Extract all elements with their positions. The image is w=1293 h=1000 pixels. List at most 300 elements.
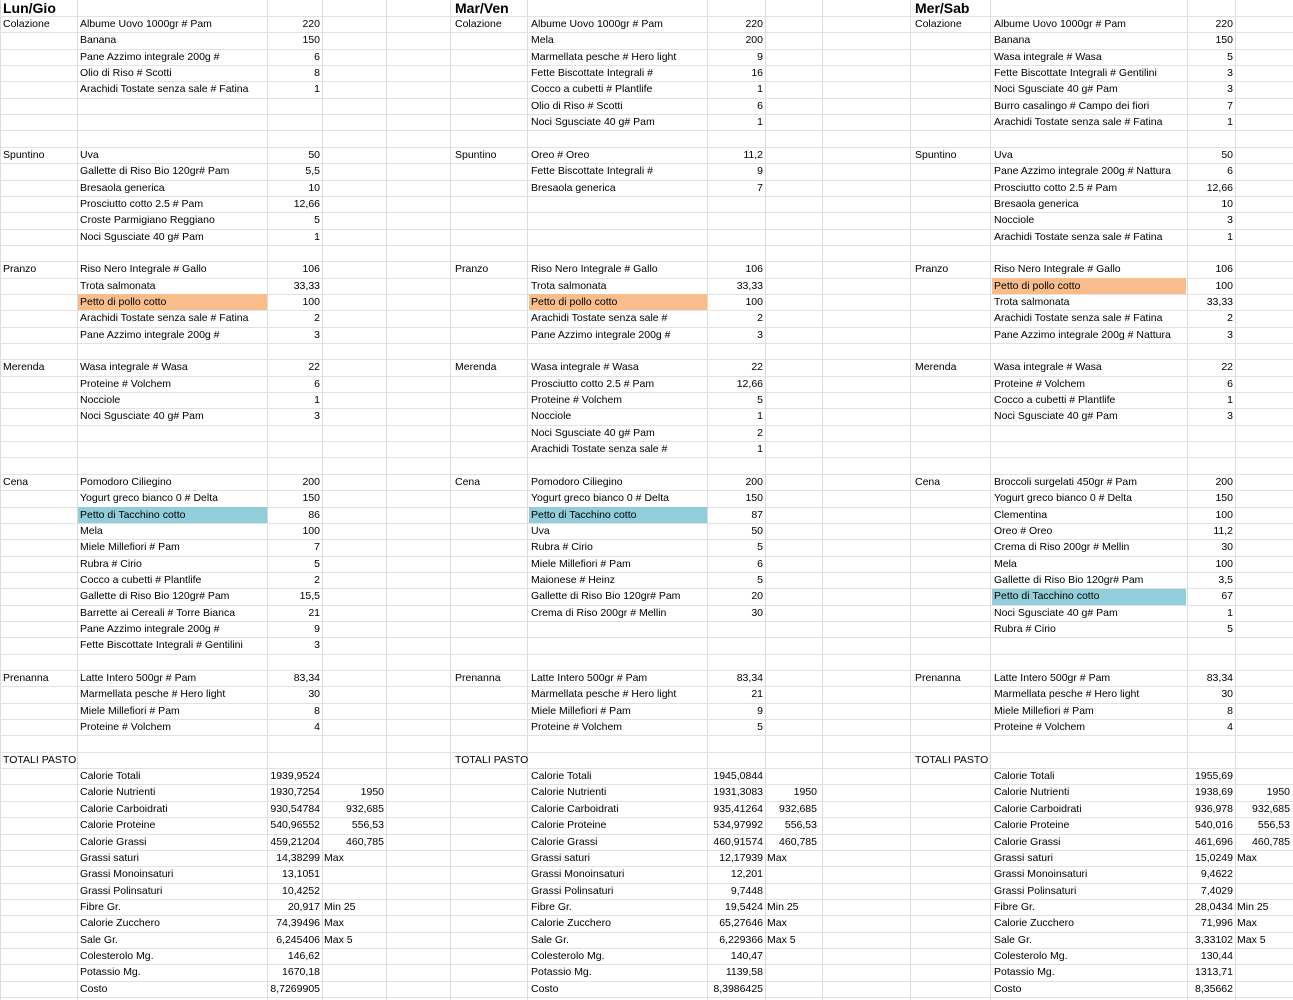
food-item-name: Wasa integrale # Wasa bbox=[994, 50, 1102, 63]
total-metric-label: Fibre Gr. bbox=[994, 900, 1035, 913]
food-item-quantity: 87 bbox=[751, 508, 763, 521]
food-item-name: Noci Sgusciate 40 g# Pam bbox=[80, 230, 204, 243]
total-limit-note: Min 25 bbox=[767, 900, 799, 913]
food-item-quantity: 5 bbox=[757, 721, 763, 734]
food-item-quantity: 7 bbox=[1227, 99, 1233, 112]
food-item-quantity: 5 bbox=[1227, 50, 1233, 63]
food-item-quantity: 220 bbox=[1215, 18, 1233, 30]
food-item-name: Trota salmonata bbox=[80, 279, 156, 292]
total-metric-value: 19,5424 bbox=[725, 900, 763, 913]
total-metric-value: 12,201 bbox=[730, 868, 763, 881]
meal-name: Prenanna bbox=[3, 672, 49, 684]
total-limit-note: Min 25 bbox=[1237, 900, 1269, 913]
food-item-quantity: 83,34 bbox=[736, 672, 763, 684]
total-target-value: 460,785 bbox=[779, 835, 817, 848]
food-item-name: Croste Parmigiano Reggiano bbox=[80, 214, 215, 227]
total-limit-note: Min 25 bbox=[324, 900, 356, 913]
food-item-name: Noci Sgusciate 40 g# Pam bbox=[531, 116, 655, 129]
row-divider bbox=[0, 147, 1293, 148]
food-item-quantity: 3 bbox=[1227, 214, 1233, 227]
food-item-quantity: 3 bbox=[314, 410, 320, 423]
total-metric-label: Calorie Grassi bbox=[531, 835, 598, 848]
food-item-quantity: 106 bbox=[302, 263, 320, 276]
total-metric-value: 12,17939 bbox=[719, 851, 763, 864]
food-item-name: Rubra # Cirio bbox=[80, 557, 142, 570]
total-metric-label: Grassi Monoinsaturi bbox=[994, 868, 1088, 881]
food-item-quantity: 3 bbox=[1227, 410, 1233, 423]
row-divider bbox=[0, 932, 1293, 933]
food-item-name: Arachidi Tostate senza sale # bbox=[531, 443, 668, 456]
total-metric-label: Costo bbox=[531, 982, 559, 995]
food-item-quantity: 5 bbox=[314, 214, 320, 227]
food-item-name: Crema di Riso 200gr # Mellin bbox=[531, 606, 667, 619]
food-item-quantity: 20 bbox=[751, 590, 763, 603]
food-item-name: Marmellata pesche # Hero light bbox=[994, 688, 1140, 701]
food-item-name: Riso Nero Integrale # Gallo bbox=[80, 263, 207, 276]
total-metric-label: Potassio Mg. bbox=[531, 966, 592, 979]
food-item-quantity: 6 bbox=[757, 557, 763, 570]
row-divider bbox=[0, 883, 1293, 884]
food-item-quantity: 6 bbox=[1227, 377, 1233, 390]
meal-name: Merenda bbox=[3, 361, 45, 374]
total-metric-value: 540,016 bbox=[1195, 819, 1233, 832]
total-metric-value: 6,229366 bbox=[719, 933, 763, 946]
food-item-quantity: 50 bbox=[308, 148, 320, 161]
food-item-quantity: 8 bbox=[314, 67, 320, 80]
food-item-name: Gallette di Riso Bio 120gr# Pam bbox=[80, 165, 230, 178]
row-divider bbox=[0, 245, 1293, 246]
food-item-quantity: 86 bbox=[308, 508, 320, 521]
food-item-quantity: 6 bbox=[1227, 165, 1233, 178]
food-item-quantity: 6 bbox=[314, 50, 320, 63]
total-metric-value: 1930,7254 bbox=[270, 786, 320, 799]
row-divider bbox=[0, 915, 1293, 916]
meal-name: Cena bbox=[915, 475, 941, 488]
total-metric-value: 1938,69 bbox=[1195, 786, 1233, 799]
food-item-name: Pane Azzimo integrale 200g # Nattura bbox=[994, 165, 1171, 178]
row-divider bbox=[0, 899, 1293, 900]
total-metric-label: Calorie Zucchero bbox=[531, 917, 611, 930]
total-metric-label: Calorie Grassi bbox=[994, 835, 1061, 848]
food-item-name: Miele Millefiori # Pam bbox=[80, 704, 180, 717]
food-item-quantity: 4 bbox=[1227, 721, 1233, 734]
food-item-quantity: 2 bbox=[314, 312, 320, 325]
total-metric-label: Calorie Zucchero bbox=[80, 917, 160, 930]
row-divider bbox=[0, 457, 1293, 458]
row-divider bbox=[0, 32, 1293, 33]
food-item-name: Proteine # Volchem bbox=[531, 721, 623, 734]
food-item-name: Miele Millefiori # Pam bbox=[531, 557, 631, 570]
food-item-name: Noci Sgusciate 40 g# Pam bbox=[994, 83, 1118, 96]
food-item-name: Clementina bbox=[994, 508, 1048, 521]
food-item-quantity: 10 bbox=[308, 181, 320, 194]
total-metric-value: 461,696 bbox=[1195, 835, 1233, 848]
food-item-name: Pane Azzimo integrale 200g # bbox=[80, 50, 220, 63]
meal-name: Pranzo bbox=[3, 263, 37, 276]
total-metric-value: 8,3986425 bbox=[713, 982, 763, 995]
total-metric-label: Calorie Grassi bbox=[80, 835, 147, 848]
food-item-quantity: 100 bbox=[745, 295, 763, 308]
food-item-quantity: 22 bbox=[308, 361, 320, 374]
row-divider bbox=[0, 981, 1293, 982]
food-item-quantity: 5,5 bbox=[305, 165, 320, 178]
food-item-name: Latte Intero 500gr # Pam bbox=[80, 672, 197, 684]
meal-name: Spuntino bbox=[455, 148, 497, 161]
total-limit-note: Max bbox=[767, 851, 787, 864]
row-divider bbox=[0, 964, 1293, 965]
total-metric-label: Colesterolo Mg. bbox=[531, 949, 605, 962]
meal-name: Colazione bbox=[455, 18, 502, 30]
food-item-name: Bresaola generica bbox=[80, 181, 165, 194]
total-metric-value: 20,917 bbox=[287, 900, 320, 913]
food-item-quantity: 6 bbox=[314, 377, 320, 390]
food-item-name: Mela bbox=[994, 557, 1017, 570]
food-item-name: Gallette di Riso Bio 120gr# Pam bbox=[80, 590, 230, 603]
food-item-name: Fette Biscottate Integrali # Gentilini bbox=[994, 67, 1157, 80]
food-item-name: Pomodoro Ciliegino bbox=[531, 475, 623, 488]
food-item-quantity: 100 bbox=[302, 295, 320, 308]
food-item-name: Proteine # Volchem bbox=[994, 721, 1086, 734]
food-item-quantity: 220 bbox=[745, 18, 763, 30]
total-metric-value: 1670,18 bbox=[282, 966, 320, 979]
total-metric-label: Fibre Gr. bbox=[80, 900, 121, 913]
meal-name: Spuntino bbox=[915, 148, 957, 161]
food-item-quantity: 3 bbox=[314, 639, 320, 652]
food-item-quantity: 30 bbox=[1221, 541, 1233, 554]
total-target-value: 932,685 bbox=[346, 802, 384, 815]
row-divider bbox=[0, 768, 1293, 769]
food-item-quantity: 5 bbox=[757, 573, 763, 586]
food-item-name: Nocciole bbox=[80, 394, 121, 407]
total-metric-value: 1955,69 bbox=[1195, 770, 1233, 783]
food-item-name: Petto di pollo cotto bbox=[531, 295, 618, 308]
meal-name: Pranzo bbox=[915, 263, 949, 276]
food-item-name: Wasa integrale # Wasa bbox=[531, 361, 639, 374]
total-metric-label: Calorie Nutrienti bbox=[531, 786, 607, 799]
total-limit-note: Max 5 bbox=[324, 933, 353, 946]
food-item-name: Oreo # Oreo bbox=[531, 148, 590, 161]
food-item-name: Gallette di Riso Bio 120gr# Pam bbox=[531, 590, 681, 603]
row-divider bbox=[0, 948, 1293, 949]
total-metric-label: Grassi saturi bbox=[80, 851, 139, 864]
food-item-name: Marmellata pesche # Hero light bbox=[531, 688, 677, 701]
food-item-name: Wasa integrale # Wasa bbox=[80, 361, 188, 374]
total-metric-value: 71,996 bbox=[1200, 917, 1233, 930]
meal-name: Pranzo bbox=[455, 263, 489, 276]
food-item-quantity: 7 bbox=[757, 181, 763, 194]
food-item-quantity: 2 bbox=[1227, 312, 1233, 325]
food-item-name: Prosciutto cotto 2.5 # Pam bbox=[994, 181, 1118, 194]
total-metric-label: Grassi Polinsaturi bbox=[994, 884, 1077, 897]
food-item-quantity: 6 bbox=[757, 99, 763, 112]
total-target-value: 556,53 bbox=[784, 819, 817, 832]
total-metric-value: 460,91574 bbox=[713, 835, 763, 848]
totals-label: TOTALI PASTO bbox=[3, 753, 77, 766]
food-item-name: Marmellata pesche # Hero light bbox=[531, 50, 677, 63]
total-metric-value: 3,33102 bbox=[1195, 933, 1233, 946]
food-item-quantity: 3,5 bbox=[1218, 573, 1233, 586]
food-item-name: Arachidi Tostate senza sale # Fatina bbox=[994, 230, 1163, 243]
food-item-name: Rubra # Cirio bbox=[531, 541, 593, 554]
row-divider bbox=[0, 801, 1293, 802]
food-item-quantity: 9 bbox=[314, 622, 320, 635]
food-item-name: Pane Azzimo integrale 200g # Nattura bbox=[994, 328, 1171, 341]
food-item-quantity: 3 bbox=[1227, 328, 1233, 341]
food-item-quantity: 10 bbox=[1221, 197, 1233, 210]
total-limit-note: Max bbox=[767, 917, 787, 930]
total-metric-value: 10,4252 bbox=[282, 884, 320, 897]
total-limit-note: Max bbox=[324, 917, 344, 930]
food-item-quantity: 150 bbox=[1215, 492, 1233, 505]
total-limit-note: Max bbox=[1237, 917, 1257, 930]
total-metric-value: 74,39496 bbox=[276, 917, 320, 930]
total-metric-label: Colesterolo Mg. bbox=[994, 949, 1068, 962]
food-item-name: Yogurt greco bianco 0 # Delta bbox=[994, 492, 1132, 505]
total-metric-label: Calorie Proteine bbox=[531, 819, 607, 832]
food-item-quantity: 30 bbox=[308, 688, 320, 701]
food-item-name: Crema di Riso 200gr # Mellin bbox=[994, 541, 1130, 554]
food-item-name: Petto di Tacchino cotto bbox=[80, 508, 186, 521]
food-item-name: Pane Azzimo integrale 200g # bbox=[80, 622, 220, 635]
food-item-name: Barrette ai Cereali # Torre Bianca bbox=[80, 606, 236, 619]
food-item-name: Uva bbox=[994, 148, 1013, 161]
row-divider bbox=[0, 130, 1293, 131]
row-divider bbox=[0, 556, 1293, 557]
total-metric-value: 14,38299 bbox=[276, 851, 320, 864]
food-item-name: Broccoli surgelati 450gr # Pam bbox=[994, 475, 1137, 488]
food-item-quantity: 30 bbox=[751, 606, 763, 619]
food-item-name: Proteine # Volchem bbox=[80, 721, 172, 734]
row-divider bbox=[0, 735, 1293, 736]
total-metric-value: 8,7269905 bbox=[270, 982, 320, 995]
food-item-name: Banana bbox=[80, 34, 117, 47]
food-item-quantity: 100 bbox=[302, 524, 320, 537]
food-item-name: Petto di pollo cotto bbox=[80, 295, 167, 308]
food-item-quantity: 50 bbox=[1221, 148, 1233, 161]
food-item-quantity: 100 bbox=[1215, 508, 1233, 521]
food-item-name: Bresaola generica bbox=[531, 181, 616, 194]
food-item-name: Prosciutto cotto 2.5 # Pam bbox=[80, 197, 204, 210]
food-item-quantity: 4 bbox=[314, 721, 320, 734]
food-item-name: Uva bbox=[531, 524, 550, 537]
food-item-quantity: 30 bbox=[1221, 688, 1233, 701]
food-item-quantity: 200 bbox=[745, 34, 763, 47]
food-item-quantity: 1 bbox=[1227, 230, 1233, 243]
total-target-value: 1950 bbox=[1266, 786, 1290, 799]
total-metric-label: Grassi Polinsaturi bbox=[531, 884, 614, 897]
meal-name: Colazione bbox=[915, 18, 962, 30]
food-item-quantity: 1 bbox=[314, 394, 320, 407]
food-item-name: Proteine # Volchem bbox=[531, 394, 623, 407]
food-item-quantity: 5 bbox=[757, 541, 763, 554]
food-item-quantity: 50 bbox=[751, 524, 763, 537]
food-item-quantity: 100 bbox=[1215, 557, 1233, 570]
total-metric-label: Sale Gr. bbox=[994, 933, 1032, 946]
totals-label: TOTALI PASTO bbox=[915, 753, 989, 766]
food-item-name: Noci Sgusciate 40 g# Pam bbox=[80, 410, 204, 423]
food-item-name: Burro casalingo # Campo dei fiori bbox=[994, 99, 1150, 112]
total-metric-label: Calorie Carboidrati bbox=[80, 802, 168, 815]
food-item-quantity: 1 bbox=[314, 230, 320, 243]
total-metric-label: Grassi Monoinsaturi bbox=[80, 868, 174, 881]
total-metric-value: 7,4029 bbox=[1200, 884, 1233, 897]
food-item-name: Noci Sgusciate 40 g# Pam bbox=[994, 606, 1118, 619]
total-metric-value: 28,0434 bbox=[1195, 900, 1233, 913]
total-metric-value: 1313,71 bbox=[1195, 966, 1233, 979]
food-item-name: Riso Nero Integrale # Gallo bbox=[531, 263, 658, 276]
total-metric-label: Calorie Carboidrati bbox=[994, 802, 1082, 815]
food-item-quantity: 5 bbox=[757, 394, 763, 407]
row-divider bbox=[0, 817, 1293, 818]
food-item-quantity: 150 bbox=[302, 34, 320, 47]
total-metric-label: Sale Gr. bbox=[531, 933, 569, 946]
food-item-quantity: 9 bbox=[757, 50, 763, 63]
food-item-quantity: 83,34 bbox=[293, 672, 320, 684]
total-target-value: 556,53 bbox=[1257, 819, 1290, 832]
total-metric-label: Calorie Nutrienti bbox=[994, 786, 1070, 799]
food-item-quantity: 21 bbox=[751, 688, 763, 701]
total-metric-label: Calorie Carboidrati bbox=[531, 802, 619, 815]
total-target-value: 556,53 bbox=[351, 819, 384, 832]
food-item-name: Noci Sgusciate 40 g# Pam bbox=[531, 426, 655, 439]
food-item-name: Arachidi Tostate senza sale # Fatina bbox=[80, 83, 249, 96]
food-item-quantity: 1 bbox=[1227, 116, 1233, 129]
food-item-name: Wasa integrale # Wasa bbox=[994, 361, 1102, 374]
food-item-quantity: 9 bbox=[757, 704, 763, 717]
food-item-quantity: 8 bbox=[1227, 704, 1233, 717]
food-item-quantity: 67 bbox=[1221, 590, 1233, 603]
total-metric-value: 459,21204 bbox=[270, 835, 320, 848]
total-metric-value: 1939,9524 bbox=[270, 770, 320, 783]
total-target-value: 460,785 bbox=[346, 835, 384, 848]
food-item-quantity: 2 bbox=[757, 312, 763, 325]
totals-label: TOTALI PASTO bbox=[455, 753, 529, 766]
food-item-quantity: 1 bbox=[757, 116, 763, 129]
total-metric-value: 534,97992 bbox=[713, 819, 763, 832]
row-divider bbox=[0, 752, 1293, 753]
meal-name: Prenanna bbox=[455, 672, 501, 684]
food-item-quantity: 3 bbox=[1227, 67, 1233, 80]
total-metric-value: 930,54784 bbox=[270, 802, 320, 815]
meal-name: Spuntino bbox=[3, 148, 45, 161]
food-item-name: Arachidi Tostate senza sale # Fatina bbox=[80, 312, 249, 325]
total-metric-value: 6,245406 bbox=[276, 933, 320, 946]
total-metric-value: 9,4622 bbox=[1200, 868, 1233, 881]
food-item-name: Petto di Tacchino cotto bbox=[531, 508, 637, 521]
row-divider bbox=[0, 719, 1293, 720]
total-metric-value: 1931,3083 bbox=[713, 786, 763, 799]
total-metric-value: 936,978 bbox=[1195, 802, 1233, 815]
food-item-name: Prosciutto cotto 2.5 # Pam bbox=[531, 377, 655, 390]
total-metric-label: Costo bbox=[80, 982, 108, 995]
food-item-quantity: 33,33 bbox=[736, 279, 763, 292]
total-target-value: 1950 bbox=[360, 786, 384, 799]
food-item-name: Nocciole bbox=[994, 214, 1035, 227]
total-metric-label: Grassi Polinsaturi bbox=[80, 884, 163, 897]
food-item-name: Pane Azzimo integrale 200g # bbox=[531, 328, 671, 341]
total-target-value: 932,685 bbox=[1252, 802, 1290, 815]
food-item-quantity: 150 bbox=[302, 492, 320, 505]
total-metric-label: Calorie Zucchero bbox=[994, 917, 1074, 930]
food-item-name: Petto di pollo cotto bbox=[994, 279, 1081, 292]
food-item-name: Riso Nero Integrale # Gallo bbox=[994, 263, 1121, 276]
food-item-name: Albume Uovo 1000gr # Pam bbox=[80, 18, 212, 30]
food-item-quantity: 1 bbox=[314, 83, 320, 96]
food-item-quantity: 200 bbox=[1215, 475, 1233, 488]
food-item-name: Petto di Tacchino cotto bbox=[994, 590, 1100, 603]
food-item-name: Nocciole bbox=[531, 410, 572, 423]
food-item-name: Olio di Riso # Scotti bbox=[80, 67, 172, 80]
food-item-quantity: 1 bbox=[1227, 606, 1233, 619]
meal-name: Merenda bbox=[915, 361, 957, 374]
food-item-quantity: 150 bbox=[745, 492, 763, 505]
food-item-quantity: 106 bbox=[1215, 263, 1233, 276]
total-limit-note: Max bbox=[324, 851, 344, 864]
food-item-name: Albume Uovo 1000gr # Pam bbox=[994, 18, 1126, 30]
food-item-name: Yogurt greco bianco 0 # Delta bbox=[531, 492, 669, 505]
total-target-value: 932,685 bbox=[779, 802, 817, 815]
total-metric-label: Sale Gr. bbox=[80, 933, 118, 946]
food-item-name: Latte Intero 500gr # Pam bbox=[531, 672, 648, 684]
row-divider bbox=[0, 343, 1293, 344]
food-item-quantity: 12,66 bbox=[293, 197, 320, 210]
food-item-name: Cocco a cubetti # Plantlife bbox=[994, 394, 1116, 407]
food-item-quantity: 5 bbox=[1227, 622, 1233, 635]
total-target-value: 1950 bbox=[793, 786, 817, 799]
food-item-quantity: 33,33 bbox=[293, 279, 320, 292]
food-item-quantity: 11,2 bbox=[743, 148, 763, 161]
food-item-quantity: 3 bbox=[314, 328, 320, 341]
food-item-name: Pomodoro Ciliegino bbox=[80, 475, 172, 488]
food-item-quantity: 2 bbox=[314, 573, 320, 586]
total-metric-label: Colesterolo Mg. bbox=[80, 949, 154, 962]
food-item-quantity: 7 bbox=[314, 541, 320, 554]
total-metric-value: 1945,0844 bbox=[713, 770, 763, 783]
food-item-quantity: 21 bbox=[308, 606, 320, 619]
food-item-quantity: 1 bbox=[757, 83, 763, 96]
row-divider bbox=[0, 654, 1293, 655]
food-item-quantity: 200 bbox=[302, 475, 320, 488]
total-metric-value: 130,44 bbox=[1200, 949, 1233, 962]
total-metric-label: Potassio Mg. bbox=[80, 966, 141, 979]
food-item-name: Trota salmonata bbox=[994, 295, 1070, 308]
food-item-name: Mela bbox=[80, 524, 103, 537]
total-metric-label: Calorie Totali bbox=[80, 770, 141, 783]
row-divider bbox=[0, 784, 1293, 785]
food-item-name: Albume Uovo 1000gr # Pam bbox=[531, 18, 663, 30]
total-metric-value: 540,96552 bbox=[270, 819, 320, 832]
food-item-name: Yogurt greco bianco 0 # Delta bbox=[80, 492, 218, 505]
food-item-quantity: 1 bbox=[1227, 394, 1233, 407]
food-item-quantity: 33,33 bbox=[1206, 295, 1233, 308]
total-metric-value: 146,62 bbox=[287, 949, 320, 962]
food-item-name: Oreo # Oreo bbox=[994, 524, 1053, 537]
total-metric-value: 13,1051 bbox=[282, 868, 320, 881]
total-metric-label: Calorie Nutrienti bbox=[80, 786, 156, 799]
food-item-quantity: 3 bbox=[757, 328, 763, 341]
row-divider bbox=[0, 834, 1293, 835]
food-item-name: Mela bbox=[531, 34, 554, 47]
total-metric-label: Calorie Totali bbox=[994, 770, 1055, 783]
total-limit-note: Max 5 bbox=[1237, 933, 1266, 946]
total-metric-label: Grassi saturi bbox=[994, 851, 1053, 864]
total-metric-value: 65,27646 bbox=[719, 917, 763, 930]
food-item-quantity: 22 bbox=[751, 361, 763, 374]
total-limit-note: Max 5 bbox=[767, 933, 796, 946]
food-item-quantity: 1 bbox=[757, 443, 763, 456]
food-item-quantity: 150 bbox=[1215, 34, 1233, 47]
food-item-name: Trota salmonata bbox=[531, 279, 607, 292]
